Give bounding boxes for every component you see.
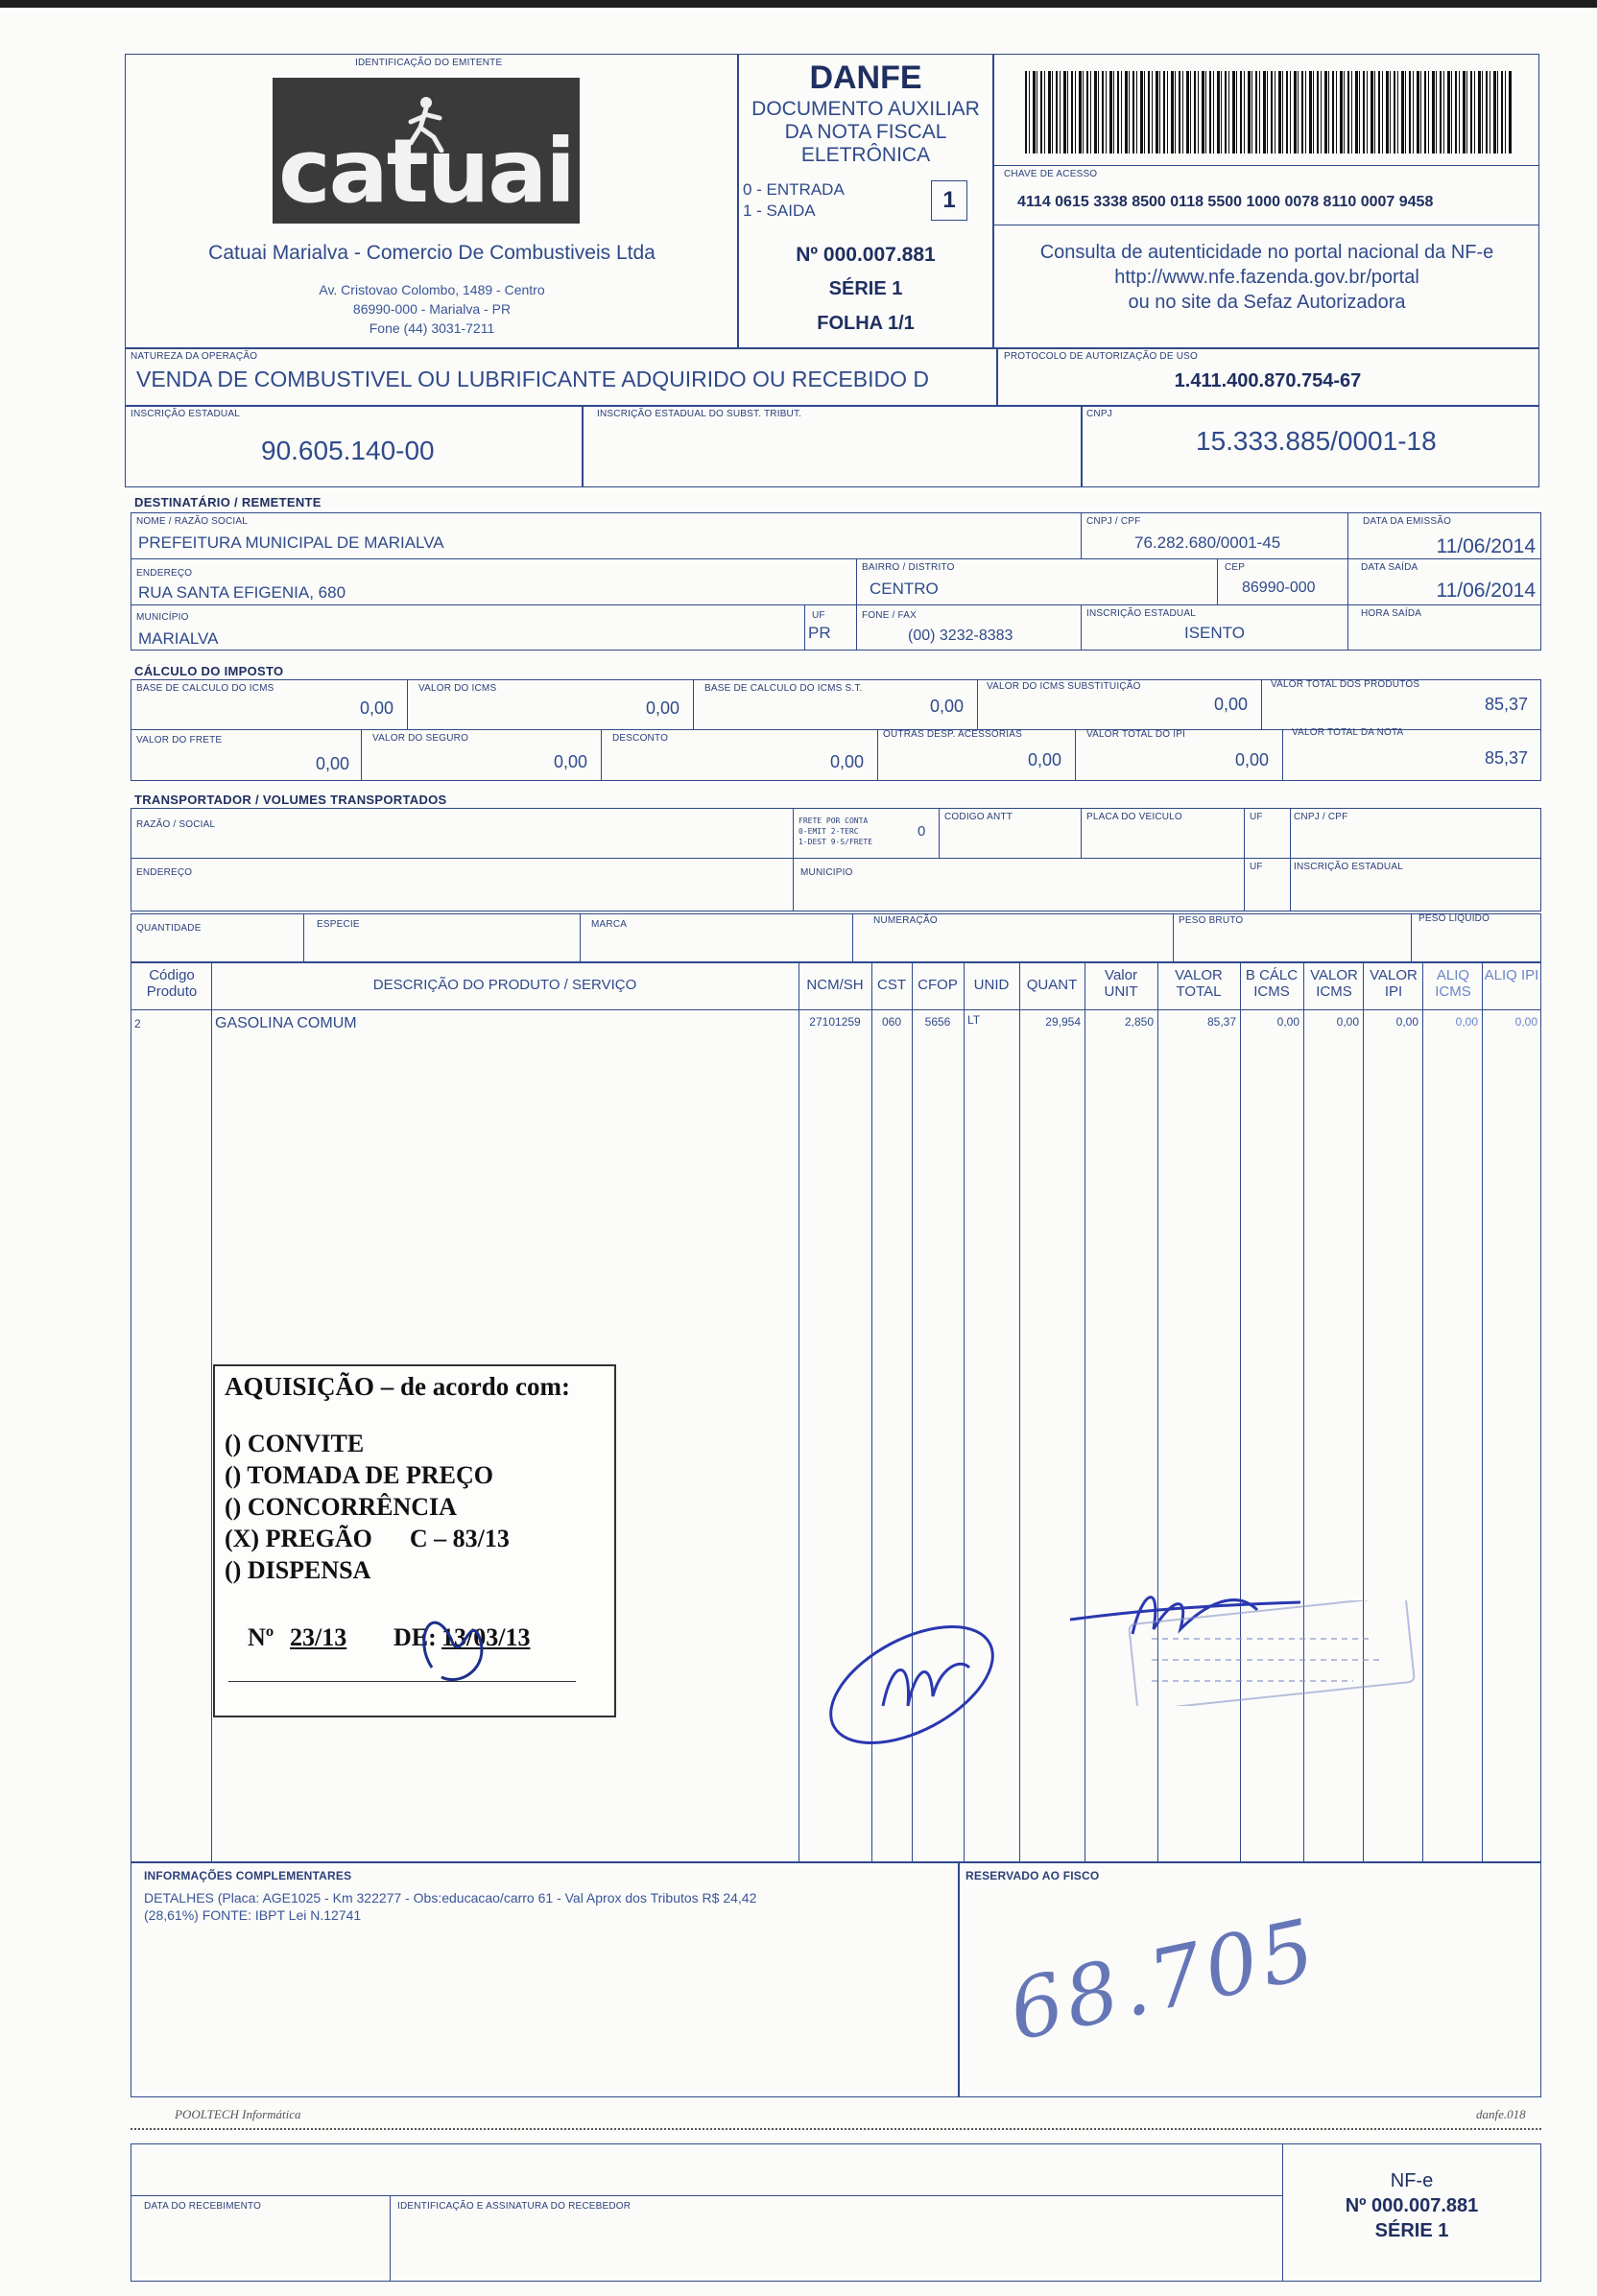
stamp-option-convite: () CONVITE: [225, 1430, 365, 1457]
ipi-value: 0,00: [1234, 750, 1269, 769]
volume-species-label: ESPECIE: [317, 919, 360, 930]
access-barcode: [1025, 71, 1513, 154]
document-code: danfe.018: [1476, 2107, 1526, 2121]
stamp-option-dispensa: () DISPENSA: [225, 1556, 371, 1584]
total-products-value: 85,37: [1484, 695, 1528, 714]
item-aliq-ipi: 0,00: [1514, 1015, 1537, 1029]
col-header-total: VALOR TOTAL: [1175, 967, 1223, 1001]
logo-wordmark: catuai: [278, 120, 574, 223]
icms-st-value: 0,00: [1213, 695, 1248, 714]
item-qty: 29,954: [1045, 1015, 1081, 1029]
icms-st-label: VALOR DO ICMS SUBSTITUIÇÃO: [987, 681, 1141, 692]
carrier-address-label: ENDEREÇO: [136, 867, 193, 878]
receipt-nfe-series: SÉRIE 1: [1374, 2220, 1449, 2241]
invoice-page: FOLHA 1/1: [817, 313, 915, 334]
freight-value: 0,00: [315, 754, 349, 773]
company-address-line2: 86990-000 - Marialva - PR: [352, 301, 512, 317]
insurance-value: 0,00: [553, 752, 587, 771]
entry-exit-box: 1: [931, 180, 967, 221]
net-weight-label: PESO LIQUIDO: [1418, 913, 1490, 924]
item-unit: LT: [967, 1013, 981, 1027]
issue-date-label: DATA DA EMISSÃO: [1363, 516, 1452, 527]
cnpj-value: 15.333.885/0001-18: [1196, 426, 1437, 456]
col-header-unit-price: Valor UNIT: [1104, 967, 1138, 1001]
tax-section-title: CÁLCULO DO IMPOSTO: [134, 664, 284, 678]
complementary-info-line1: DETALHES (Placa: AGE1025 - Km 322277 - Obs:educacao/carro 61 - Val Aprox dos Tributos R$ 24,42: [144, 1890, 757, 1905]
item-ncm: 27101259: [809, 1015, 861, 1029]
access-key: 4114 0615 3338 8500 0118 5500 1000 0078 8110 0007 9458: [1017, 194, 1434, 210]
gross-weight-label: PESO BRUTO: [1179, 915, 1244, 926]
ie-value: 90.605.140-00: [261, 436, 435, 465]
nature-label: NATUREZA DA OPERAÇÃO: [131, 351, 258, 362]
exit-date-label: DATA SAÍDA: [1361, 562, 1418, 573]
antt-label: CODIGO ANTT: [944, 812, 1013, 822]
plate-label: PLACA DO VEICULO: [1086, 812, 1182, 822]
col-header-description: DESCRIÇÃO DO PRODUTO / SERVIÇO: [372, 977, 637, 993]
tear-line: [131, 2128, 1541, 2130]
danfe-subtitle-2: DA NOTA FISCAL: [784, 121, 947, 143]
district-label: BAIRRO / DISTRITO: [862, 562, 955, 573]
stamp-date-label: DE:: [393, 1623, 437, 1651]
company-name: Catuai Marialva - Comercio De Combustiveis Ltda: [208, 242, 655, 264]
col-header-base-icms: B CÁLC ICMS: [1245, 967, 1299, 1001]
phone-label: FONE / FAX: [862, 610, 918, 621]
protocol-value: 1.411.400.870.754-67: [1174, 370, 1362, 391]
col-header-aliq-icms: ALIQ ICMS: [1435, 967, 1471, 1001]
freight-mode-value: 0: [918, 823, 926, 840]
cnpj-label: CNPJ: [1086, 409, 1112, 419]
recipient-uf: PR: [808, 624, 831, 642]
col-header-aliq-ipi: ALIQ IPI: [1484, 967, 1539, 983]
discount-value: 0,00: [829, 752, 864, 771]
carrier-city-label: MUNICIPIO: [800, 867, 853, 878]
total-note-value: 85,37: [1484, 748, 1528, 768]
danfe-subtitle-3: ELETRÔNICA: [800, 144, 931, 166]
stamp-initials-signature: [403, 1524, 633, 1716]
base-icms-st-value: 0,00: [929, 697, 964, 716]
consult-line-3: ou no site da Sefaz Autorizadora: [1128, 292, 1406, 313]
received-date-label: DATA DO RECEBIMENTO: [144, 2201, 262, 2212]
scan-edge: [0, 0, 1597, 8]
base-icms-st-label: BASE DE CALCULO DO ICMS S.T.: [704, 683, 863, 694]
col-header-ipi: VALOR IPI: [1370, 967, 1418, 1001]
total-products-label: VALOR TOTAL DOS PRODUTOS: [1271, 679, 1420, 690]
consult-line-1: Consulta de autenticidade no portal nacional da NF-e: [1039, 242, 1494, 263]
freight-mode-line-3: 1-DEST 9-S/FRETE: [798, 838, 873, 846]
discount-label: DESCONTO: [612, 733, 669, 744]
stamp-option-concorrencia: () CONCORRÊNCIA: [225, 1493, 457, 1521]
stamp-number: 23/13: [290, 1623, 347, 1651]
recipient-ie: ISENTO: [1184, 624, 1245, 642]
receiver-label: IDENTIFICAÇÃO E ASSINATURA DO RECEBEDOR: [397, 2201, 632, 2212]
handwritten-note: 68.705: [1001, 1901, 1326, 2060]
col-header-unit: UNID: [973, 977, 1010, 993]
col-header-ncm: NCM/SH: [806, 977, 864, 993]
icms-label: VALOR DO ICMS: [418, 683, 497, 694]
other-expenses-label: OUTRAS DESP. ACESSORIAS: [883, 729, 1023, 740]
ie-subst-label: INSCRIÇÃO ESTADUAL DO SUBST. TRIBUT.: [597, 409, 802, 419]
recipient-city: MARIALVA: [138, 629, 219, 648]
col-header-cfop: CFOP: [918, 977, 958, 993]
recipient-cnpj-label: CNPJ / CPF: [1086, 516, 1141, 527]
col-header-code: Código Produto: [146, 967, 198, 1001]
item-unit-price: 2,850: [1124, 1015, 1154, 1029]
item-base-icms: 0,00: [1276, 1015, 1299, 1029]
insurance-label: VALOR DO SEGURO: [372, 733, 469, 744]
consult-line-2: http://www.nfe.fazenda.gov.br/portal: [1114, 267, 1419, 288]
access-key-label: CHAVE DE ACESSO: [1004, 169, 1098, 179]
company-address-line1: Av. Cristovao Colombo, 1489 - Centro: [319, 282, 545, 297]
stamp-option-pregao: (X) PREGÃO C – 83/13: [225, 1525, 510, 1552]
item-code: 2: [134, 1017, 141, 1030]
item-icms: 0,00: [1336, 1015, 1359, 1029]
icms-value: 0,00: [645, 698, 679, 718]
recipient-section-title: DESTINATÁRIO / REMETENTE: [134, 495, 322, 509]
handwritten-signature-left: [816, 1600, 1008, 1754]
complementary-info-line2: (28,61%) FONTE: IBPT Lei N.12741: [144, 1907, 362, 1923]
fisco-label: RESERVADO AO FISCO: [965, 1869, 1100, 1882]
exit-time-label: HORA SAÍDA: [1361, 608, 1422, 619]
recipient-phone: (00) 3232-8383: [908, 627, 1013, 644]
recipient-name: PREFEITURA MUNICIPAL DE MARIALVA: [138, 533, 444, 552]
item-cfop: 5656: [924, 1015, 951, 1029]
entry-label: 0 - ENTRADA: [743, 180, 845, 199]
item-aliq-icms: 0,00: [1455, 1015, 1478, 1029]
uf-label: UF: [812, 610, 825, 621]
invoice-number: Nº 000.007.881: [796, 244, 936, 266]
col-header-cst: CST: [877, 977, 906, 993]
item-cst: 060: [881, 1015, 902, 1029]
freight-label: VALOR DO FRETE: [136, 735, 223, 746]
recipient-address: RUA SANTA EFIGENIA, 680: [138, 583, 346, 602]
stamp-title: AQUISIÇÃO – de acordo com:: [225, 1372, 570, 1401]
company-phone: Fone (44) 3031-7211: [369, 320, 495, 336]
complementary-info-label: INFORMAÇÕES COMPLEMENTARES: [144, 1869, 352, 1882]
invoice-series: SÉRIE 1: [828, 278, 903, 299]
item-description: GASOLINA COMUM: [215, 1015, 357, 1031]
receipt-nfe-number: Nº 000.007.881: [1345, 2195, 1479, 2216]
faint-municipal-stamp: [1123, 1600, 1430, 1706]
recipient-name-label: NOME / RAZÃO SOCIAL: [136, 516, 249, 527]
exit-label: 1 - SAIDA: [743, 201, 816, 220]
danfe-page: [0, 8, 1597, 2296]
vendor-name: POOLTECH Informática: [175, 2107, 301, 2121]
address-label: ENDEREÇO: [136, 568, 193, 579]
recipient-district: CENTRO: [870, 580, 939, 598]
emitter-section-label: IDENTIFICAÇÃO DO EMITENTE: [355, 58, 503, 68]
company-logo: [273, 78, 580, 224]
stamp-option-tomada: () TOMADA DE PREÇO: [225, 1461, 493, 1489]
carrier-name-label: RAZÃO / SOCIAL: [136, 819, 216, 830]
receipt-nfe-label: NF-e: [1390, 2170, 1434, 2191]
col-header-icms: VALOR ICMS: [1310, 967, 1358, 1001]
carrier-uf2-label: UF: [1250, 862, 1263, 872]
carrier-ie-label: INSCRIÇÃO ESTADUAL: [1294, 862, 1403, 872]
ipi-label: VALOR TOTAL DO IPI: [1086, 729, 1186, 740]
ie-label: INSCRIÇÃO ESTADUAL: [131, 409, 240, 419]
nature-value: VENDA DE COMBUSTIVEL OU LUBRIFICANTE ADQUIRIDO OU RECEBIDO D: [136, 367, 930, 391]
volume-qty-label: QUANTIDADE: [136, 923, 202, 934]
freight-mode-line-1: FRETE POR CONTA: [798, 817, 869, 825]
recipient-ie-label: INSCRIÇÃO ESTADUAL: [1086, 608, 1196, 619]
item-ipi: 0,00: [1395, 1015, 1418, 1029]
base-icms-value: 0,00: [359, 698, 393, 718]
freight-mode-label: [798, 816, 872, 847]
recipient-cep: 86990-000: [1242, 580, 1316, 596]
carrier-cnpj-label: CNPJ / CPF: [1294, 812, 1348, 822]
stamp-date: 13/03/13: [441, 1623, 531, 1651]
base-icms-label: BASE DE CALCULO DO ICMS: [136, 683, 274, 694]
city-label: MUNICÍPIO: [136, 612, 189, 623]
item-total: 85,37: [1206, 1015, 1236, 1029]
volume-numbering-label: NUMERAÇÃO: [873, 915, 938, 926]
col-header-qty: QUANT: [1026, 977, 1078, 993]
freight-mode-line-2: 0-EMIT 2-TERC: [798, 827, 859, 836]
volume-brand-label: MARCA: [591, 919, 628, 930]
issue-date: 11/06/2014: [1436, 535, 1536, 557]
protocol-label: PROTOCOLO DE AUTORIZAÇÃO DE USO: [1004, 351, 1198, 362]
danfe-title: DANFE: [809, 59, 922, 96]
stamp-number-label: Nº: [248, 1623, 274, 1651]
cep-label: CEP: [1225, 562, 1246, 573]
carrier-uf-label: UF: [1250, 812, 1263, 822]
recipient-cnpj: 76.282.680/0001-45: [1134, 533, 1281, 552]
transport-section-title: TRANSPORTADOR / VOLUMES TRANSPORTADOS: [134, 793, 447, 807]
other-expenses-value: 0,00: [1027, 750, 1061, 769]
total-note-label: VALOR TOTAL DA NOTA: [1292, 727, 1404, 738]
danfe-subtitle-1: DOCUMENTO AUXILIAR: [751, 98, 980, 120]
exit-date: 11/06/2014: [1436, 580, 1536, 602]
